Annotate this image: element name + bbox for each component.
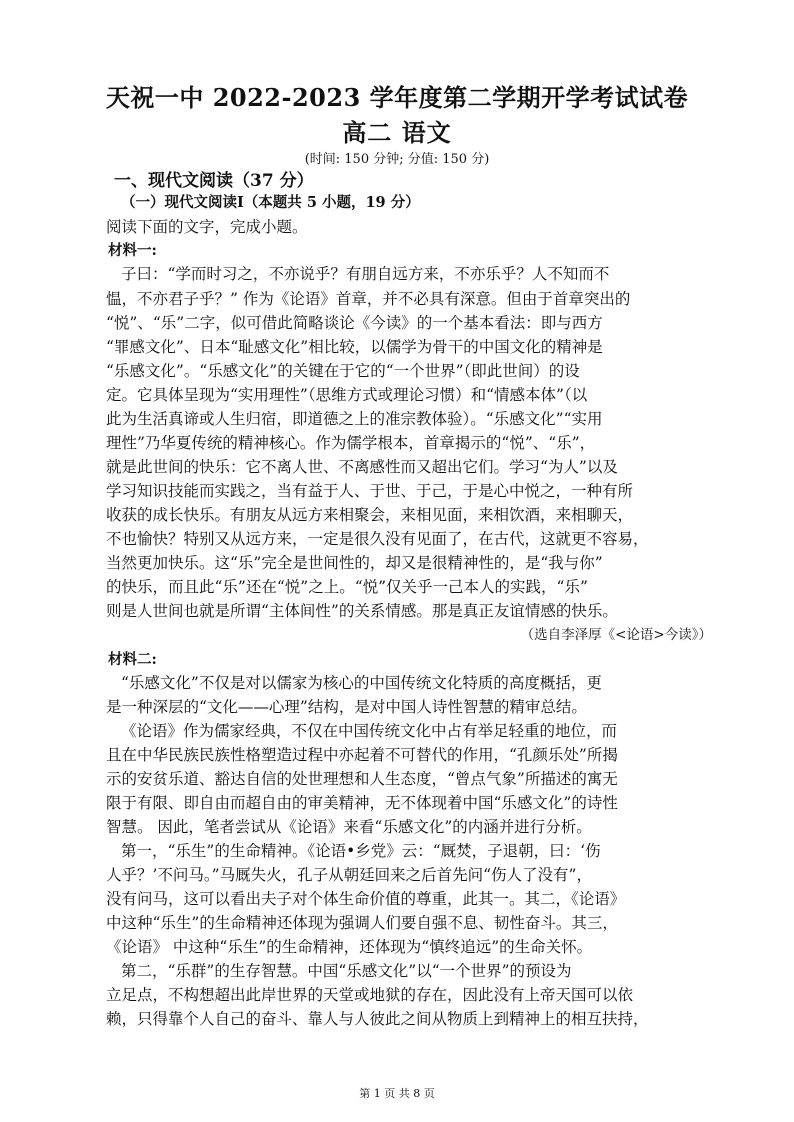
- material1-line: 理性”乃华夏传统的精神核心。作为儒学根本，首章揭示的“悦”、“乐”，: [106, 434, 596, 452]
- exam-title: 天祝一中 2022-2023 学年度第二学期开学考试试卷: [105, 83, 689, 112]
- material1-line: 愠，不亦君子乎？” 作为《论语》首章，并不必具有深意。但由于首章突出的: [106, 290, 631, 308]
- page-footer: 第 1 页 共 8 页: [359, 1087, 435, 1100]
- subsection-heading: （一）现代文阅读Ⅰ（本题共 5 小题，19 分）: [121, 194, 420, 211]
- exam-subtitle: 高二 语文: [342, 118, 452, 147]
- material2-line: 智慧。 因此，笔者尝试从《论语》来看“乐感文化”的内涵并进行分析。: [106, 818, 592, 836]
- section-heading: 一、现代文阅读（37 分）: [114, 171, 314, 191]
- material1-line: 学习知识技能而实践之，当有益于人、于世、于己，于是心中悦之，一种有所: [106, 482, 634, 500]
- material1-line: “悦”、“乐”二字，似可借此简略谈论《今读》的一个基本看法：即与西方: [106, 314, 603, 332]
- material2-line: 《论语》 中这种“乐生”的生命精神，还体现为“慎终追远”的生命关怀。: [106, 938, 593, 956]
- material1-line: 的快乐，而且此“乐”还在“悦”之上。“悦”仅关乎一己本人的实践，“乐”: [106, 578, 588, 596]
- material2-line: 第二，“乐群”的生存智慧。中国“乐感文化”以“一个世界”的预设为: [121, 962, 572, 980]
- material1-line: 定。它具体呈现为“实用理性”（思维方式或理论习惯）和“情感本体”（以: [106, 386, 588, 404]
- material1-line: 不也愉快？特别又从远方来，一定是很久没有见面了，在古代，这就更不容易，: [106, 530, 649, 548]
- material1-line: 就是此世间的快乐：它不离人世、不离感性而又超出它们。学习“为人”以及: [106, 458, 618, 476]
- material2-line: 限于有限、即自由而超自由的审美精神，无不体现着中国“乐感文化”的诗性: [106, 794, 618, 812]
- material2-line: 《论语》作为儒家经典，不仅在中国传统文化中占有举足轻重的地位，而: [121, 722, 618, 740]
- material1-source: （选自李泽厚《<论语>今读》）: [520, 627, 712, 643]
- material1-line: “罪感文化”、日本“耻感文化”相比较，以儒学为骨干的中国文化的精神是: [106, 338, 603, 356]
- material2-line: 中这种“乐生”的生命精神还体现为强调人们要自强不息、韧性奋斗。其三，: [106, 914, 618, 932]
- material1-line: 子曰：“学而时习之，不亦说乎？有朋自远方来，不亦乐乎？人不知而不: [121, 265, 610, 283]
- material1-label: 材料一:: [108, 242, 157, 259]
- exam-meta: (时间: 150 分钟; 分值: 150 分): [304, 152, 490, 167]
- material1-line: 收获的成长快乐。有朋友从远方来相聚会，来相见面，来相饮酒，来相聊天，: [106, 506, 634, 524]
- material1-line: “乐感文化”。“乐感文化”的关键在于它的“一个世界”（即此世间）的设: [106, 362, 580, 380]
- material2-line: 人乎？’不问马。”马厩失火，孔子从朝廷回来之后首先问“伤人了没有”，: [106, 866, 592, 884]
- material2-line: 没有问马，这可以看出夫子对个体生命价值的尊重，此其一。其二，《论语》: [106, 890, 626, 908]
- material2-line: 且在中华民族民族性格塑造过程中亦起着不可替代的作用，“孔颜乐处”所揭: [106, 746, 618, 764]
- material2-line: 赖，只得靠个人自己的奋斗、靠人与人彼此之间从物质上到精神上的相互扶持，: [106, 1010, 649, 1028]
- material1-line: 当然更加快乐。这“乐”完全是世间性的，却又是很精神性的，是“我与你”: [106, 554, 603, 572]
- instruction-text: 阅读下面的文字，完成小题。: [106, 218, 308, 236]
- material1-line: 则是人世间也就是所谓“主体间性”的关系情感。那是真正友谊情感的快乐。: [106, 602, 618, 620]
- material1-line: 此为生活真谛或人生归宿，即道德之上的准宗教体验）。“乐感文化”“实用: [106, 410, 603, 428]
- material2-line: 立足点，不构想超出此岸世界的天堂或地狱的存在，因此没有上帝天国可以依: [106, 986, 634, 1004]
- material2-line: 示的安贫乐道、豁达自信的处世理想和人生态度，“曾点气象”所描述的寓无: [106, 770, 618, 788]
- material2-line: 是一种深层的“文化——心理”结构，是对中国人诗性智慧的精审总结。: [106, 698, 587, 716]
- material2-line: 第一，“乐生”的生命精神。《论语•乡党》云：“厩焚，子退朝，曰：‘伤: [121, 842, 601, 860]
- material2-line: “乐感文化”不仅是对以儒家为核心的中国传统文化特质的高度概括，更: [121, 674, 602, 692]
- material2-label: 材料二:: [108, 651, 157, 668]
